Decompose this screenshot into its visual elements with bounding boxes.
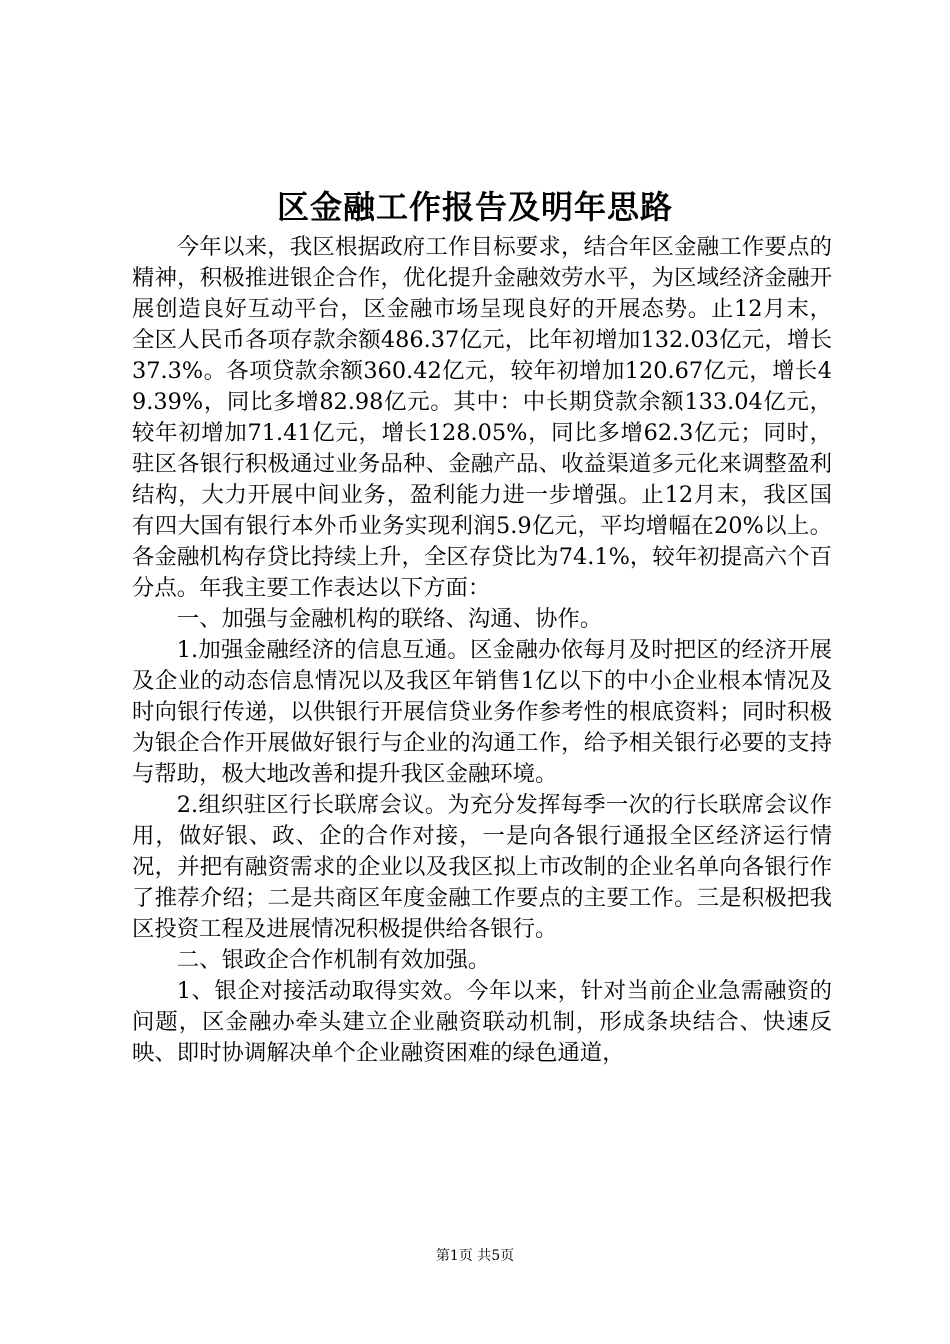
section-heading-2: 二、银政企合作机制有效加强。 (176, 947, 491, 973)
page-number-footer: 第1页 共5页 (435, 1248, 515, 1264)
section-heading-1: 一、加强与金融机构的联络、沟通、协作。 (176, 606, 603, 632)
paragraph-item-1-2: 2.组织驻区行长联席会议。为充分发挥每季一次的行长联席会议作用，做好银、政、企的合作对接，一是向各银行通报全区经济运行情况，并把有融资需求的企业以及我区拟上市改制的企业名单向各银行作了推荐介绍；二是共商区年度金融工作要点的主要工作。三是积极把我区投资工程及进展情况积极提供给各银行。 (132, 792, 832, 942)
paragraph-intro: 今年以来，我区根据政府工作目标要求，结合年区金融工作要点的精神，积极推进银企合作，优化提升金融效劳水平，为区域经济金融开展创造良好互动平台，区金融市场呈现良好的开展态势。止12月末，全区人民币各项存款余额486.37亿元，比年初增加132.03亿元，增长37.3%。各项贷款余额360.42亿元，较年初增加120.67亿元，增长49.39%，同比多增82.98亿元。其中：中长期贷款余额133.04亿元，较年初增加71.41亿元，增长128.05%，同比多增62.3亿元；同时，驻区各银行积极通过业务品种、金融产品、收益渠道多元化来调整盈利结构，大力开展中间业务，盈利能力进一步增强。止12月末，我区国有四大国有银行本外币业务实现利润5.9亿元，平均增幅在20%以上。各金融机构存贷比持续上升，全区存贷比为74.1%，较年初提高六个百分点。年我主要工作表达以下方面： (132, 234, 832, 601)
document-body (132, 232, 832, 1069)
paragraph-item-2-1: 1、银企对接活动取得实效。今年以来，针对当前企业急需融资的问题，区金融办牵头建立企业融资联动机制，形成条块结合、快速反映、即时协调解决单个企业融资困难的绿色通道， (132, 978, 832, 1066)
paragraph-item-1-1: 1.加强金融经济的信息互通。区金融办依每月及时把区的经济开展及企业的动态信息情况以及我区年销售1亿以下的中小企业根本情况及时向银行传递，以供银行开展信贷业务作参考性的根底资料；同时积极为银企合作开展做好银行与企业的沟通工作，给予相关银行必要的支持与帮助，极大地改善和提升我区金融环境。 (132, 637, 832, 787)
document-title: 区金融工作报告及明年思路 (276, 188, 673, 226)
